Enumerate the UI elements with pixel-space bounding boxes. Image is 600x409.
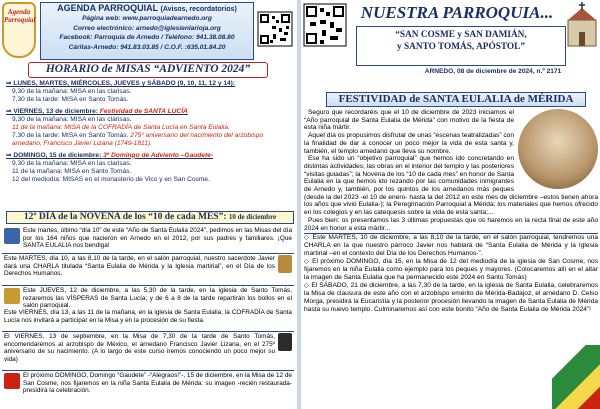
gaudete-icon bbox=[4, 373, 20, 389]
parish-title: NUESTRA PARROQUIA... bbox=[360, 3, 554, 22]
event-item: El VIERNES, 13 de septiembre, en la Misa de 7,30 de la tarde de Santo Tomás, encomendaremos al arzobispo de México, el arnedano Francisco Javier Lizana, en el 275º aniversario de su nacimiento. (A lo largo de este curso iremos conociendo un poco mejor su vida) bbox=[2, 331, 294, 364]
candle-icon bbox=[4, 288, 20, 304]
schedule-day: ⇒ VIERNES, 13 de diciembre: Festividad de SANTA LUCÍA bbox=[6, 107, 188, 115]
event-item: Este JUEVES, 12 de diciembre, a las 5,30 de la tarde, en la iglesia de Santo Tomás, rezaremos las VÍSPERAS de Santa Lucía; y de 6 a 8 de la tarde repartirán los bollos en el salón parroquial. bbox=[2, 285, 294, 311]
novena-text: Este martes, último “día 10” de este “Año de Santa Eulalia 2024”, pedimos en las Misas del día por los 164 niños que nacieron en Arnedo en el 2012, por sus padres y familiares. ¡Que SANTA EULALIA nos bendiga! bbox=[2, 226, 294, 251]
schedule-item: 11 de la mañana: MISA de la COFRADÍA de Santa Lucía en Santa Eulalia. bbox=[12, 124, 230, 132]
proposal-item: ◇ Este MARTES, 10 de diciembre, a las 8,10 de la tarde, en el salón parroquial, tendremos una CHARLA en la que nuestro párroco Javier nos hablará de “Santa Eulalia de Mérida y la Iglesia martirial –en el contexto del Día de los Derechos Humanos-”. bbox=[304, 234, 599, 257]
schedule-day: ⇒ LUNES, MARTES, MIÉRCOLES, JUEVES y SÁBADO (9, 10, 11, 12 y 14): bbox=[6, 80, 236, 87]
caritas-line: Cáritas-Arnedo: 941.83.03.85 / C.O.F. :635.01.84.20 bbox=[68, 43, 226, 51]
schedule-day: ⇒ DOMINGO, 15 de diciembre: 3º Domingo de Adviento –Gaudete- bbox=[6, 151, 214, 159]
schedule-item: 7,30 de la tarde: MISA en Santo Tomás. 275º aniversario del nacimiento del arzobispo arnedano, Francisco Javier Lizana (1749-1811). bbox=[12, 132, 264, 148]
church-icon bbox=[564, 2, 600, 48]
corner-decoration-icon bbox=[552, 345, 600, 409]
schedule-item: 11 de la mañana: MISA en Santo Tomás. bbox=[12, 168, 132, 176]
paragraph: Pues bien: os presentamos las 3 últimas propuestas que os haremos en la recta final de este año 2024 en honor a esta mártir... bbox=[304, 216, 598, 232]
schedule-title: HORARIO de MISAS “ADVIENTO 2024” bbox=[28, 62, 268, 78]
paragraph: Aquel día os propusimos disfrutar de unas “escenas teatralizadas” con la finalidad de dar a conocer un poco mejor la vida de esta santa y, también, el templo arnedano que lleva su nombre. bbox=[304, 132, 514, 155]
saint-image-icon bbox=[278, 255, 292, 273]
event-item: Este VIERNES, día 13, a las 11 de la mañana, en la iglesia de Santa Eulalia, la COFRADÍA de Santa Lucía nos invitará a participar en la Misa y en la procesión de su fiesta. bbox=[4, 309, 292, 324]
schedule-item: 9,30 de la mañana: MISA en las clarisas. bbox=[12, 88, 132, 96]
paragraph: Seguro que recordaréis que el 10 de diciembre de 2023 iniciamos el “Año parroquial de Santa Eulalia de Mérida” con motivo de la fiesta de esta niña mártir. bbox=[304, 109, 514, 132]
saints-box: “SAN COSME y SAN DAMIÁN, y SANTO TOMÁS, APÓSTOL” bbox=[356, 26, 566, 66]
agenda-logo: Agenda Parroquial bbox=[2, 2, 36, 58]
agenda-header bbox=[2, 2, 294, 60]
paragraph: Ese ha sido un “objetivo parroquial” que hemos ido concretando en distintas actividades; las obras en el interior del templo y las posteriores “visitas guiadas”; la Novena de los “10 de cada mes” en honor de Santa Eulalia en la que hemos ido rezando por las comunidades inmigrantes de Arnedo y, también, por los quintos de los arnedanos más peques (desde la del 2023 -el 10 de enero- hasta la del 2012 en este mes de diciembre –estos tienen ahora los años que vivió Eulalia-); la Peregrinación Parroquial a Mérida; los materiales que hemos ofrecido en los colegios y en las catequesis sobre la vida de esta santa;... bbox=[304, 155, 598, 217]
schedule-item: 9,30 de la mañana: MISA en las clarisas. bbox=[12, 115, 132, 123]
festividad-title: FESTIVIDAD de SANTA EULALIA de MÉRIDA bbox=[326, 92, 586, 107]
proposal-item: ◇ El SÁBADO, 21 de diciembre, a las 7,30 de la tarde, en la iglesia de Santa Eulalia, celebraremos la Misa de clausura de este año con el arzobispo emérito de Mérida-Badajoz, el arnedano D. Celso Morga, presidirá la Eucaristía y la posterior procesión llevando la imagen de Santa Eulalia de Mérida hasta su nuevo templo. Culminaremos así con este bonito “Año de Santa Eulalia de Mérida 2024”! bbox=[304, 282, 598, 313]
santa-eulalia-statue-icon bbox=[518, 109, 598, 189]
bishop-portrait-icon bbox=[278, 333, 292, 351]
festividad-body bbox=[304, 109, 598, 313]
facebook-phone-line: Facebook: Parroquia de Arnedo / Teléfono: 941.38.08.80 bbox=[59, 34, 235, 42]
website-line: Página web: www.parroquiadearnedo.org bbox=[82, 15, 212, 23]
agenda-title: AGENDA PARROQUIAL bbox=[57, 3, 158, 13]
schedule-item: 12 del mediodía: MISAS en el monasterio de Vico y en San Cosme. bbox=[12, 176, 210, 184]
novena-title: 12º DÍA de la NOVENA de los “10 de cada MES”: 10 de diciembre bbox=[6, 211, 294, 224]
agenda-column bbox=[0, 0, 296, 409]
email-line: Correo electrónico: arnedo@iglesienlarioja.org bbox=[73, 24, 221, 32]
agenda-contact-box: AGENDA PARROQUIAL (Avisos, recordatorios) Página web: www.parroquiadearnedo.org Correo electrónico: arnedo@iglesienlarioja.org Facebook: Parroquia de Arnedo / Teléfono: 941.38.08.80 Cáritas-Arnedo: 941.83.03.85 / C.O.F. :635.01.84.20 bbox=[40, 2, 254, 60]
mass-schedule bbox=[2, 80, 294, 184]
proposal-item: ◇ El próximo DOMINGO, día 15, en la Misa de 12 del mediodía de la iglesia de San Cosme, nos fijaremos en la niña Eulalia como ejemplo para los peques y mayores. (Colocaremos allí en el altar la imagen de Santa Eulalia que ha permanecido este 2024 en Santo Tomás) bbox=[304, 258, 598, 281]
column-divider bbox=[297, 0, 301, 409]
event-item: El próximo DOMINGO, Domingo “Gaudete” -“Alegraos!”-, 15 de diciembre, en la Misa de 12 de San Cosme, nos fijaremos en la niña Santa Eulalia de Mérida: su imagen -recién restaurada- presidirá la celebración. bbox=[2, 370, 294, 396]
parish-column bbox=[302, 0, 600, 409]
qr-code-icon bbox=[302, 2, 348, 62]
parish-header bbox=[302, 2, 600, 84]
schedule-item: 7,30 de la tarde: MISA en Santo Tomás. bbox=[12, 96, 129, 104]
qr-code-icon bbox=[256, 2, 294, 58]
baby-photo-icon bbox=[4, 228, 20, 244]
schedule-item: 9,30 de la mañana: MISA en las clarisas. bbox=[12, 159, 132, 167]
issue-date: ARNEDO, 08 de diciembre de 2024, n.º 2171 bbox=[424, 68, 562, 75]
event-item: Este MARTES, día 10, a las 8,10 de la tarde, en el salón parroquial, nuestro sacerdote Javier dará una CHARLA titulada “Santa Eulalia de Mérida y la Iglesia martirial”, en el Día de los Derechos Humanos. bbox=[2, 253, 294, 279]
